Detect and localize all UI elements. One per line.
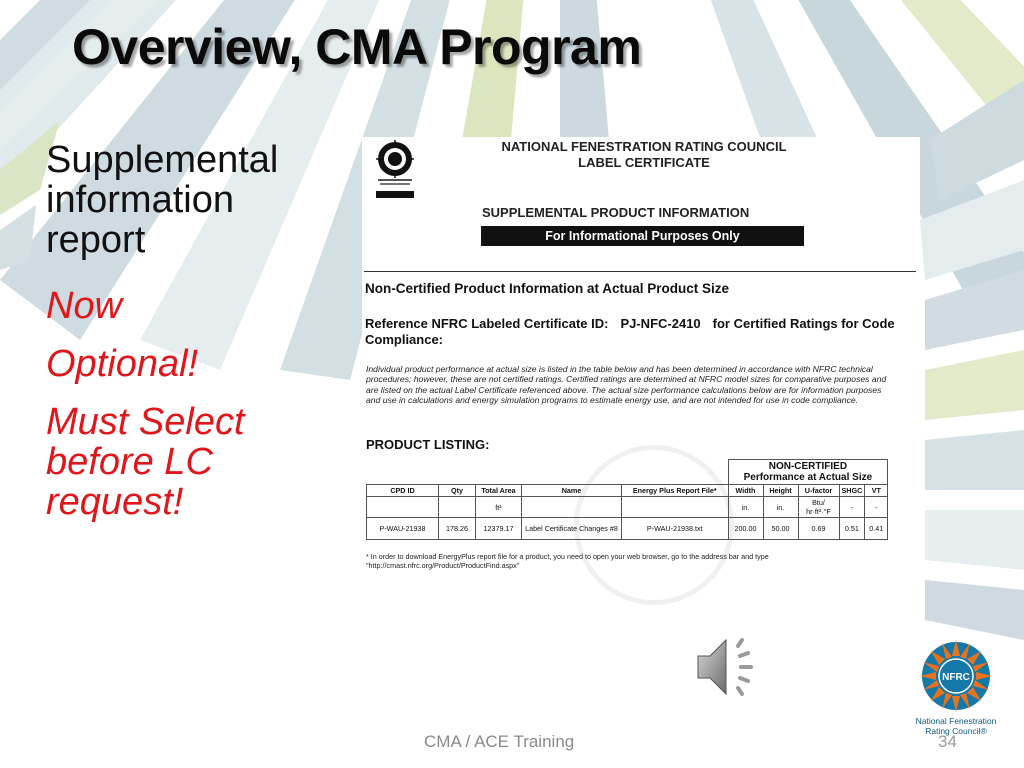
cell-height: 50.00	[763, 518, 798, 540]
unit-cell: in.	[728, 497, 763, 518]
unit-cell: Btu/ hr·ft²·°F	[798, 497, 839, 518]
unit-cell	[522, 497, 622, 518]
unit-cell	[622, 497, 729, 518]
cell-total-area: 12379.17	[476, 518, 522, 540]
divider	[364, 271, 916, 272]
nfrc-seal-icon	[370, 139, 420, 201]
table-row	[367, 518, 888, 540]
slide-title: Overview, CMA Program	[72, 19, 642, 75]
col-header: U-factor	[798, 485, 839, 497]
unit-cell: in.	[763, 497, 798, 518]
table-group-header-row	[367, 460, 888, 485]
col-header: Width	[728, 485, 763, 497]
unit-cell: -	[839, 497, 865, 518]
col-header: Name	[522, 485, 622, 497]
col-header: Total Area	[476, 485, 522, 497]
ref-label: Reference NFRC Labeled Certificate ID:	[365, 316, 609, 331]
red-item-line: before LC	[46, 441, 213, 483]
disclaimer-paragraph: Individual product performance at actual size is listed in the table below and has been determined in accordance with NFRC technical procedures; however, these are not certified ratings. Certified ratings are determined at NFRC model sizes for comparative purposes and are listed on the actual Label Certificate referenced above. The actual size performance calculations below are for information purposes and use in calculations and energy simulation programs to estimate energy use, and are not intended for use in code compliance.	[366, 364, 887, 406]
red-item-now: Now	[46, 285, 123, 327]
left-column	[46, 140, 336, 522]
cell-u-factor: 0.69	[798, 518, 839, 540]
red-item-must-select	[46, 402, 336, 522]
product-listing-heading: PRODUCT LISTING:	[366, 437, 490, 452]
ref-suffix: for Certified Ratings for Code Compliance:	[365, 316, 895, 347]
page-number: 34	[938, 732, 957, 751]
cell-width: 200.00	[728, 518, 763, 540]
info-bar: For Informational Purposes Only	[481, 226, 804, 246]
col-header: CPD ID	[367, 485, 439, 497]
nfrc-logo-text: NFRC	[942, 672, 970, 683]
ref-id: PJ-NFC-2410	[620, 316, 701, 331]
cell-shgc: 0.51	[839, 518, 865, 540]
table-header-row	[367, 485, 888, 497]
unit-cell: -	[865, 497, 888, 518]
cell-vt: 0.41	[865, 518, 888, 540]
org-line-1: NATIONAL FENESTRATION RATING COUNCIL	[501, 139, 787, 154]
org-line-2: LABEL CERTIFICATE	[578, 155, 710, 170]
unit-cell: ft²	[476, 497, 522, 518]
red-item-line: Must Select	[46, 401, 245, 443]
col-header: Qty	[439, 485, 476, 497]
red-item-optional: Optional!	[46, 343, 199, 385]
nfrc-caption-line-1: National Fenestration	[915, 716, 997, 726]
noncert-heading: Non-Certified Product Information at Actual Product Size	[365, 281, 730, 296]
col-header: Energy Plus Report File*	[622, 485, 729, 497]
nfrc-caption	[914, 716, 998, 736]
product-table	[366, 459, 888, 540]
speaker-icon[interactable]	[692, 632, 762, 702]
heading-line-1: Supplemental	[46, 139, 279, 181]
supplemental-title: SUPPLEMENTAL PRODUCT INFORMATION	[482, 205, 750, 220]
col-header: Height	[763, 485, 798, 497]
col-header: SHGC	[839, 485, 865, 497]
red-item-line: request!	[46, 481, 184, 523]
col-header: VT	[865, 485, 888, 497]
footer-text: CMA / ACE Training	[424, 732, 575, 751]
certificate-org	[474, 139, 814, 171]
unit-cell	[367, 497, 439, 518]
cell-qty: 178.26	[439, 518, 476, 540]
reference-line	[365, 316, 917, 348]
nfrc-caption-line-2: Rating Council®	[925, 726, 987, 736]
cell-cpd-id: P-WAU-21938	[367, 518, 439, 540]
heading-line-2: information	[46, 179, 234, 221]
supplemental-report-image	[362, 137, 920, 585]
group-header-line-2: Performance at Actual Size	[743, 472, 873, 483]
unit-cell	[439, 497, 476, 518]
noncert-group-header	[728, 460, 888, 485]
cell-name: Label Certificate Changes #8	[522, 518, 622, 540]
table-units-row	[367, 497, 888, 518]
cell-report-file: P-WAU-21938.txt	[622, 518, 729, 540]
group-header-line-1: NON-CERTIFIED	[768, 461, 848, 472]
heading-line-3: report	[46, 219, 146, 261]
footnote: * In order to download EnergyPlus report file for a product, you need to open your web browser, go to the address bar and type "http://cmast.nfrc.org/Product/ProductFind.aspx"	[366, 552, 769, 570]
